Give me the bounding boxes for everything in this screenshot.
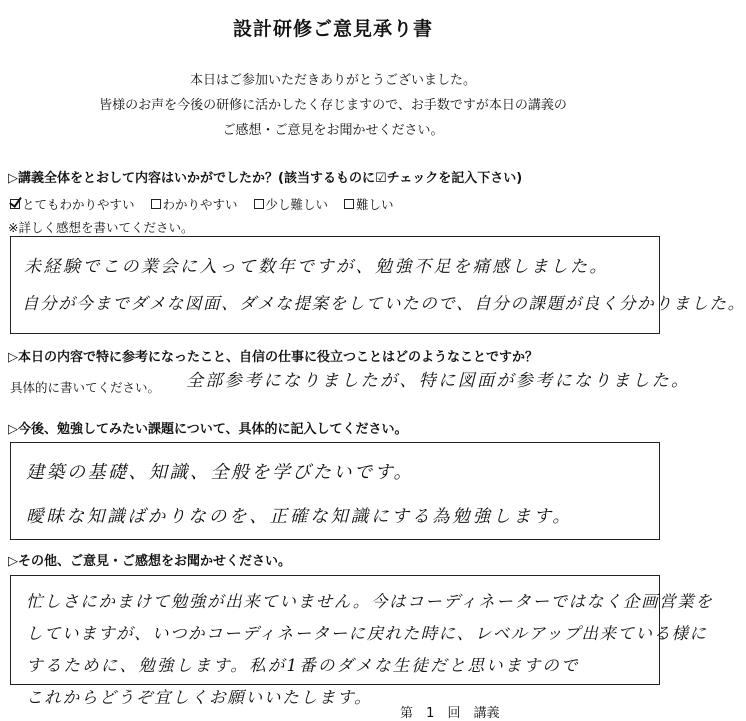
intro-text	[0, 68, 666, 143]
option-easy[interactable]	[151, 195, 238, 213]
question-2-prompt: 具体的に書いてください。	[10, 380, 161, 395]
handwritten-answer: 全部参考になりましたが、特に図面が参考になりました。	[186, 371, 691, 391]
checkbox-icon[interactable]	[151, 199, 161, 209]
intro-line: 本日はご参加いただきありがとうございました。	[189, 73, 476, 88]
handwritten-answer: するために、勉強します。私が1番のダメな生徒だと思いますので	[26, 656, 580, 675]
option-label: わかりやすい	[162, 197, 238, 212]
checkbox-icon[interactable]	[344, 199, 354, 209]
question-4: ▷その他、ご意見・ご感想をお聞かせください。	[8, 554, 291, 569]
form-title: 設計研修ご意見承り書	[232, 18, 433, 40]
handwritten-answer: 曖昧な知識ばかりなのを、正確な知識にする為勉強します。	[26, 507, 573, 527]
checkbox-icon[interactable]	[254, 199, 264, 209]
question-3: ▷今後、勉強してみたい課題について、具体的に記入してください。	[8, 422, 408, 437]
option-label: 少し難しい	[265, 197, 329, 212]
option-slightly-difficult[interactable]	[254, 195, 329, 213]
question-2: ▷本日の内容で特に参考になったこと、自信の仕事に役立つことはどのようなことですか？	[8, 350, 538, 365]
intro-line: ご感想・ご意見をお聞かせください。	[222, 123, 444, 138]
handwritten-answer: 自分が今までダメな図面、ダメな提案をしていたので、自分の課題が良く分かりました。	[22, 294, 746, 313]
option-label: 難しい	[356, 197, 394, 212]
handwritten-answer: 忙しさにかまけて勉強が出来ていません。今はコーディネーターではなく企画営業を	[26, 592, 714, 611]
intro-line: 皆様のお声を今後の研修に活かしたく存じますので、お手数ですが本日の講義の	[99, 98, 567, 113]
option-difficult[interactable]	[344, 195, 394, 213]
session-footer: 第 1 回 講義	[400, 706, 500, 721]
handwritten-answer: 建築の基礎、知識、全般を学びたいです。	[26, 462, 415, 483]
detail-prompt: ※詳しく感想を書いてください。	[8, 220, 194, 235]
handwritten-answer: 未経験でこの業会に入って数年ですが、勉強不足を痛感しました。	[24, 257, 609, 277]
option-label: とてもわかりやすい	[22, 197, 135, 212]
option-very-easy[interactable]	[10, 195, 135, 213]
checkbox-checked-icon[interactable]	[10, 199, 20, 209]
rating-options	[10, 195, 394, 213]
handwritten-answer: これからどうぞ宜しくお願いいたします。	[26, 688, 373, 707]
answer-box-1[interactable]	[10, 236, 660, 334]
question-1: ▷講義全体をとおして内容はいかがでしたか？(該当するものに☑チェックを記入下さい)	[8, 171, 523, 186]
handwritten-answer: していますが、いつかコーディネーターに戻れた時に、レベルアップ出来ている様に	[26, 624, 708, 643]
